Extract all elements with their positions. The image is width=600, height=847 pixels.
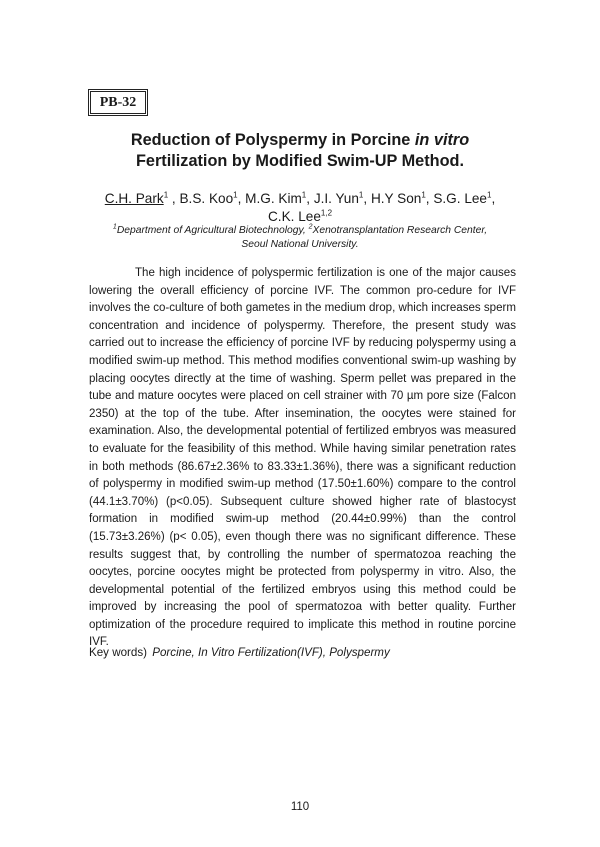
abstract-code-badge: PB-32 [90,91,146,114]
author-affil-mark: 1 [233,190,238,200]
title-text: Reduction of Polyspermy in Porcine [130,131,415,149]
author-separator: , [491,191,496,206]
author-affil-mark: 1 [163,190,169,200]
author-separator: , [237,191,246,206]
author-separator: , [168,191,180,206]
author-separator: , [306,191,314,206]
author-separator: , [425,191,434,206]
affiliation-2: Xenotransplantation Research Center, [312,225,488,236]
affiliations [70,224,530,252]
title-line-2: Fertilization by Modified Swim-UP Method. [135,152,465,170]
author-name: S.G. Lee [433,191,487,206]
page-number: 110 [290,801,310,813]
affiliation-institution: Seoul National University. [241,239,359,250]
author-name: H.Y Son [370,191,422,206]
author-affil-mark: 1 [301,190,307,200]
author-name: J.I. Yun [313,191,359,206]
affil-mark: 1 [112,223,117,231]
author-list [70,190,530,226]
author-affil-mark: 1,2 [320,208,333,218]
author-name: C.K. Lee [267,209,321,224]
abstract-body: The high incidence of polyspermic fertilization is one of the major causes lowering the overall efficiency of porcine IVF. The common pro-cedure for IVF involves the co-culture of both gametes in the medium drop, which increases sperm concentration and incidence of polyspermy. Therefore, the present study was carried out to increase the efficiency of porcine IVF by reducing polyspermy using a modified swim-up method. This method modifies conventional swim-up washing by placing oocytes directly at the time of washing. Sperm pellet was prepared in the tube and mature oocytes were placed on cell strainer with 70 µm pore size (Falcon 2350) at the top of the tube. After insemination, the oocytes were stained for examination. Also, the developmental potential of fertilized embryos was measured to evaluate for the feasibility of this method. While having similar penetration rates in both methods (86.67±2.36% to 83.33±1.36%), there was a significant reduction of polyspermy in modified swim-up method (17.50±1.60%) compare to the control (44.1±3.70%) (p<0.05). Subsequent culture showed higher rate of blastocyst formation in modified swim-up method (20.44±0.99%) than the control (15.73±3.26%) (p< 0.05), even though there was no significant difference. These results suggest that, by controlling the number of spermatozoa reaching the oocytes, porcine oocytes might be protected from polyspermy in vitro. Also, the developmental potential of the fertilized embryos using this method could be improved by increasing the pool of spermatozoa with better quality. Further optimization of the procedure required to implicate this method in routine porcine IVF. [89,267,516,649]
affiliation-1: Department of Agricultural Biotechnology, [116,225,309,236]
author-affil-mark: 1 [421,190,426,200]
author-separator: , [363,191,371,206]
author-affil-mark: 1 [487,190,492,200]
title-italic-text: in vitro [414,131,470,149]
keywords-label: Key words) [89,646,147,659]
keywords-line [89,645,516,661]
keywords-list: Porcine, In Vitro Fertilization(IVF), Polyspermy [152,646,390,659]
paper-title [60,130,540,172]
author-name: M.G. Kim [245,191,302,206]
author-name: C.H. Park [104,191,164,206]
author-affil-mark: 1 [358,190,364,200]
affil-mark: 2 [308,223,313,231]
author-name: B.S. Koo [179,191,234,206]
